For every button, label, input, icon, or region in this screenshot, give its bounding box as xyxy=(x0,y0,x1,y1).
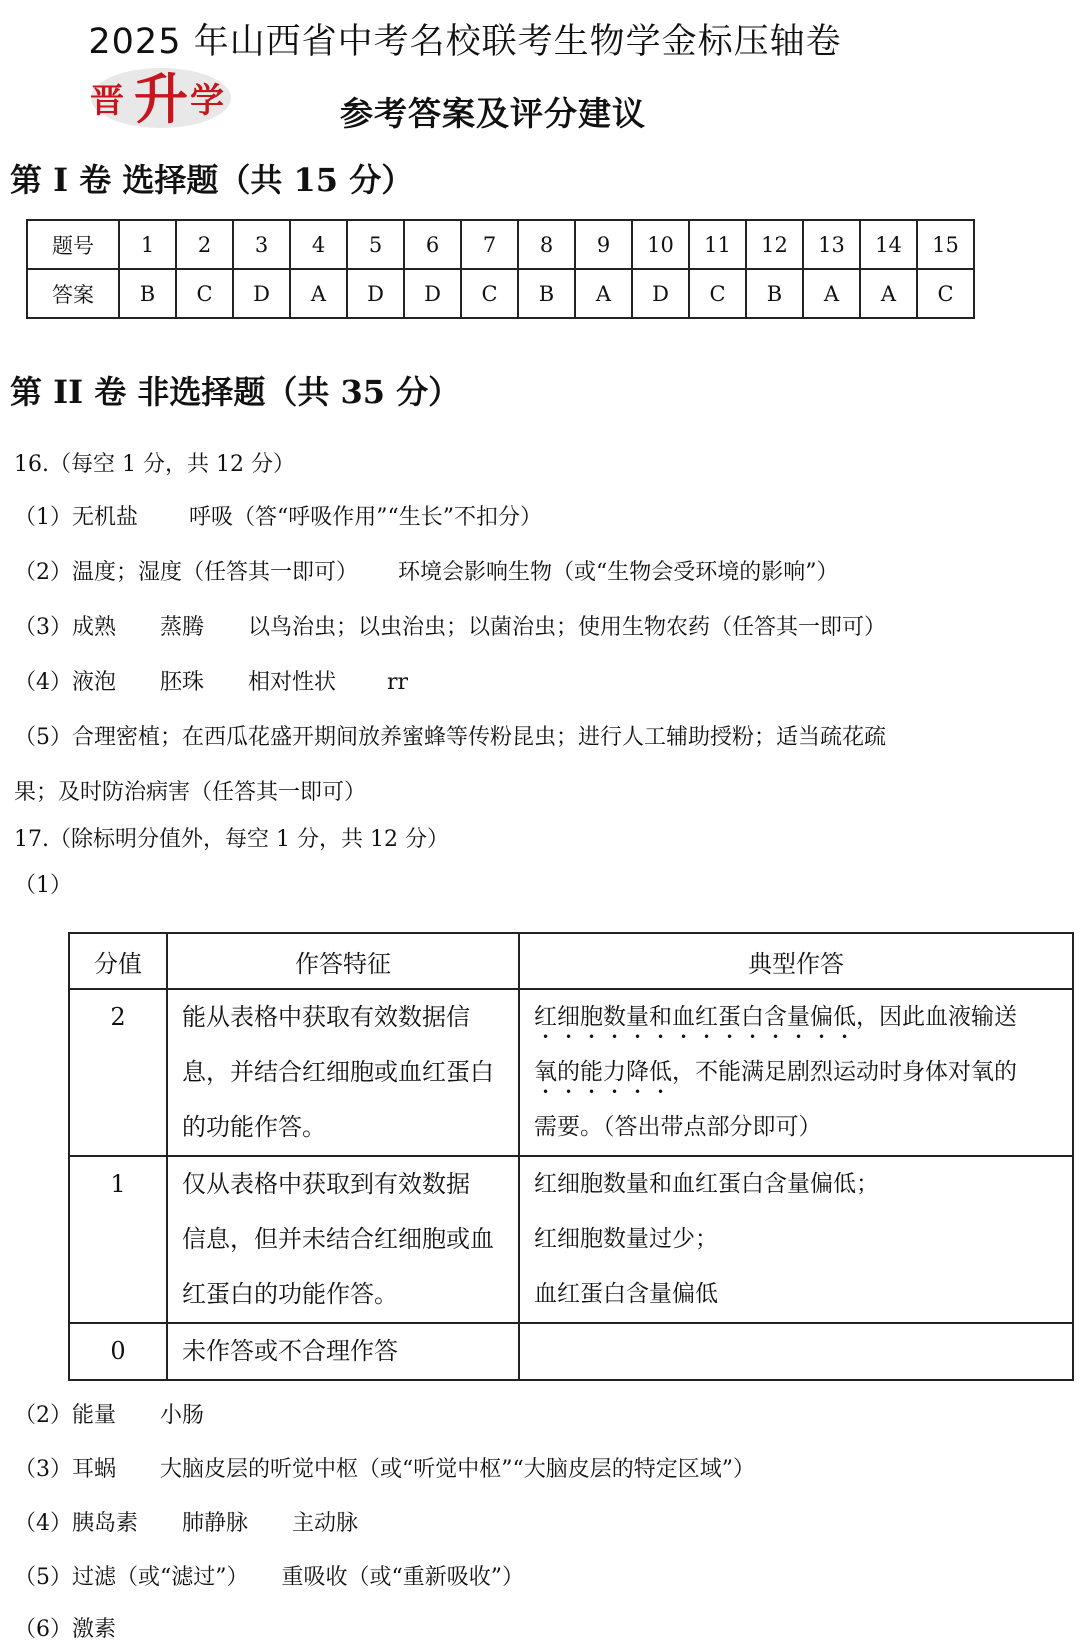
rubric-typical-line: 血红蛋白含量偏低 xyxy=(534,1281,718,1307)
answer-row xyxy=(27,269,974,318)
q17-answer-3: （3）耳蜗 大脑皮层的听觉中枢（或“听觉中枢”“大脑皮层的特定区域”） xyxy=(14,1457,755,1482)
mc-number: 3 xyxy=(233,220,290,269)
svg-text:晋: 晋 xyxy=(90,81,124,121)
rubric-row-score-2 xyxy=(69,989,1073,1156)
q17-title: 17.（除标明分值外，每空 1 分，共 12 分） xyxy=(14,827,449,852)
svg-text:升: 升 xyxy=(134,67,188,131)
mc-answer: C xyxy=(176,269,233,318)
q17-answer-5: （5）过滤（或“滤过”） 重吸收（或“重新吸收”） xyxy=(14,1565,524,1590)
rubric-header-typical: 典型作答 xyxy=(519,933,1073,989)
rubric-typical-empty xyxy=(519,1323,1073,1380)
q17-answer-2: （2）能量 小肠 xyxy=(14,1403,204,1428)
q16-answer-5-cont: 果；及时防治病害（任答其一即可） xyxy=(14,780,367,805)
svg-text:学: 学 xyxy=(190,81,224,121)
q16-answer-2: （2）温度；湿度（任答其一即可） 环境会影响生物（或“生物会受环境的影响”） xyxy=(14,560,839,585)
mc-answer: C xyxy=(917,269,974,318)
mc-answer: A xyxy=(860,269,917,318)
rubric-row-score-0 xyxy=(69,1323,1073,1380)
rubric-feature-line: 未作答或不合理作答 xyxy=(182,1337,398,1365)
q16-answer-5: （5）合理密植；在西瓜花盛开期间放养蜜蜂等传粉昆虫；进行人工辅助授粉；适当疏花疏 xyxy=(14,725,887,750)
dotted-key-phrase: 红细胞数量和血红蛋白含量偏低 xyxy=(534,1004,856,1030)
rubric-typical-line xyxy=(520,1045,1072,1100)
typical-text: ，不能满足剧烈运动时身体对氧的 xyxy=(672,1059,1017,1085)
answer-key-subtitle: 参考答案及评分建议 xyxy=(340,94,646,133)
mc-answer: D xyxy=(404,269,461,318)
mc-answer: B xyxy=(518,269,575,318)
mc-number: 1 xyxy=(119,220,176,269)
rubric-score: 2 xyxy=(110,1003,126,1031)
mc-number: 10 xyxy=(632,220,689,269)
q17-part1-label: （1） xyxy=(14,873,72,898)
mc-answer: D xyxy=(632,269,689,318)
mc-number: 4 xyxy=(290,220,347,269)
section2-heading: 第 II 卷 非选择题（共 35 分） xyxy=(10,373,461,411)
row-label-answer: 答案 xyxy=(27,269,119,318)
rubric-header-score: 分值 xyxy=(69,933,167,989)
mc-answer: D xyxy=(233,269,290,318)
rubric-feature-line: 信息，但并未结合红细胞或血 xyxy=(182,1225,494,1253)
mc-number: 9 xyxy=(575,220,632,269)
rubric-feature-line: 红蛋白的功能作答。 xyxy=(182,1280,398,1308)
mc-answer: A xyxy=(575,269,632,318)
rubric-typical-line: 红细胞数量和血红蛋白含量偏低； xyxy=(534,1171,879,1197)
document-title: 2025 年山西省中考名校联考生物学金标压轴卷 xyxy=(88,22,842,62)
question-number-row xyxy=(27,220,974,269)
q17-answer-4: （4）胰岛素 肺静脉 主动脉 xyxy=(14,1511,358,1536)
q16-answer-3: （3）成熟 蒸腾 以鸟治虫；以虫治虫；以菌治虫；使用生物农药（任答其一即可） xyxy=(14,615,887,640)
mc-number: 7 xyxy=(461,220,518,269)
mc-number: 5 xyxy=(347,220,404,269)
q16-title: 16.（每空 1 分，共 12 分） xyxy=(14,452,295,477)
rubric-score: 0 xyxy=(110,1337,126,1365)
mc-number: 8 xyxy=(518,220,575,269)
multiple-choice-answer-table xyxy=(26,219,975,319)
rubric-typical-line xyxy=(520,990,1072,1045)
mc-answer: A xyxy=(290,269,347,318)
rubric-feature-line: 息，并结合红细胞或血红蛋白 xyxy=(182,1058,494,1086)
rubric-row-score-1 xyxy=(69,1156,1073,1323)
rubric-feature-line: 仅从表格中获取到有效数据 xyxy=(182,1170,470,1198)
section1-heading: 第 I 卷 选择题（共 15 分） xyxy=(10,161,414,199)
rubric-header-row xyxy=(69,933,1073,989)
mc-answer: D xyxy=(347,269,404,318)
mc-number: 11 xyxy=(689,220,746,269)
row-label-number: 题号 xyxy=(27,220,119,269)
mc-number: 6 xyxy=(404,220,461,269)
rubric-header-feature: 作答特征 xyxy=(167,933,519,989)
mc-number: 2 xyxy=(176,220,233,269)
typical-text: ，因此血液输送 xyxy=(856,1004,1017,1030)
rubric-typical-line: 红细胞数量过少； xyxy=(534,1226,718,1252)
mc-answer: C xyxy=(689,269,746,318)
mc-number: 13 xyxy=(803,220,860,269)
rubric-score: 1 xyxy=(110,1170,126,1198)
mc-number: 14 xyxy=(860,220,917,269)
rubric-feature-line: 能从表格中获取有效数据信 xyxy=(182,1003,470,1031)
mc-answer: B xyxy=(119,269,176,318)
mc-answer: C xyxy=(461,269,518,318)
dotted-key-phrase: 氧的能力降低 xyxy=(534,1059,672,1085)
mc-answer: A xyxy=(803,269,860,318)
mc-answer: B xyxy=(746,269,803,318)
q16-answer-1: （1）无机盐 呼吸（答“呼吸作用”“生长”不扣分） xyxy=(14,505,542,530)
mc-number: 12 xyxy=(746,220,803,269)
q16-answer-4: （4）液泡 胚珠 相对性状 rr xyxy=(14,670,409,695)
rubric-typical-line: 需要。（答出带点部分即可） xyxy=(534,1114,822,1140)
mc-number: 15 xyxy=(917,220,974,269)
scoring-rubric-table xyxy=(68,932,1074,1381)
q17-answer-6: （6）激素 xyxy=(14,1617,116,1642)
rubric-feature-line: 的功能作答。 xyxy=(182,1113,326,1141)
logo-graphic xyxy=(86,56,236,138)
